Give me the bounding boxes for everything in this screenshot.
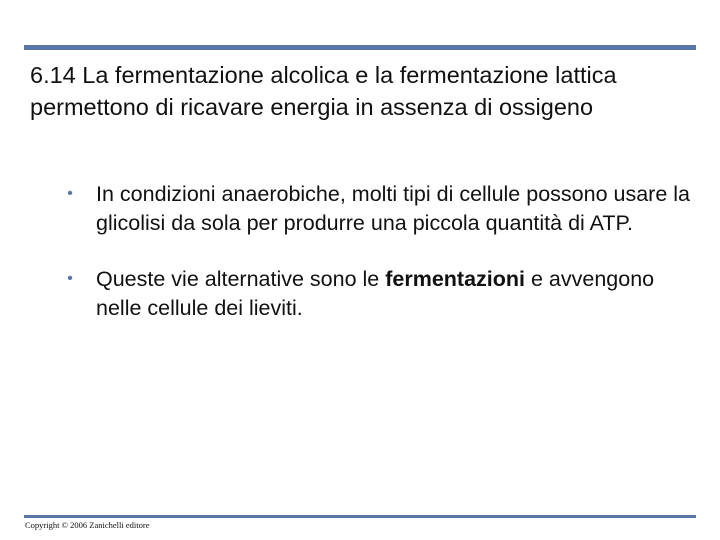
bullet-text: In condizioni anaerobiche, molti tipi di cellule possono usare la glicolisi da sola per produrre una piccola quantità di ATP.: [96, 182, 690, 235]
bullet-text-after: e avvengono nelle cellule dei lieviti.: [96, 267, 655, 320]
bullet-marker: •: [67, 185, 73, 202]
bullet-marker: •: [67, 270, 73, 287]
top-divider: [24, 45, 696, 50]
bullet-text-before: Queste vie alternative sono le: [96, 267, 386, 291]
copyright-footer: Copyright © 2006 Zanichelli editore: [25, 520, 150, 530]
bullet-list: [60, 180, 690, 350]
slide-title: 6.14 La fermentazione alcolica e la fermentazione lattica permettono di ricavare energia in assenza di ossigeno: [30, 62, 617, 120]
bottom-divider: [24, 515, 696, 518]
bullet-text-bold: fermentazioni: [385, 267, 526, 291]
bullet-item-fermentation: [60, 265, 690, 322]
bullet-item-anaerobic: [60, 180, 690, 237]
